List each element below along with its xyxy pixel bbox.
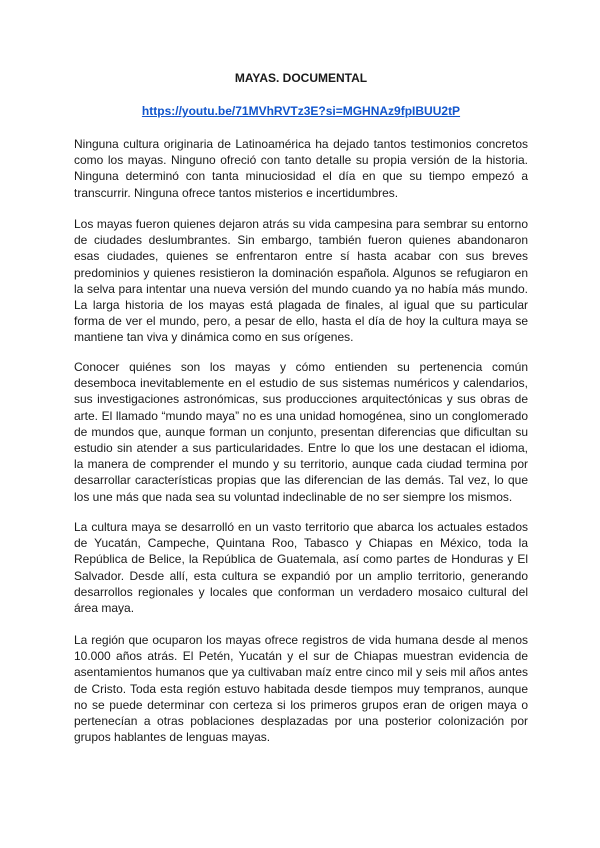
paragraph: La cultura maya se desarrolló en un vasto territorio que abarca los actuales estados de Yucatán, Campeche, Quintana Roo, Tabasco y Chiapas en México, toda la República de Belice, la República de Guatemala, así como partes de Honduras y El Salvador. Desde allí, esta cultura se expandió por un amplio territorio, generando desarrollos regionales y locales que conforman un verdadero mosaico cultural del área maya. (74, 520, 528, 616)
paragraph: La región que ocuparon los mayas ofrece registros de vida humana desde al menos 10.000 años atrás. El Petén, Yucatán y el sur de Chiapas muestran evidencia de asentamientos humanos que ya cultivaban maíz entre cinco mil y seis mil años antes de Cristo. Toda esta región estuvo habitada desde tiempos muy tempranos, aunque no se puede determinar con certeza si los primeros grupos eran de origen maya o pertenecían a otras poblaciones desplazadas por una posterior colonización por grupos hablantes de lenguas mayas. (74, 633, 528, 745)
document-title: MAYAS. DOCUMENTAL (234, 71, 368, 85)
paragraph: Ninguna cultura originaria de Latinoamérica ha dejado tantos testimonios concretos como los mayas. Ninguno ofreció con tanto detalle su propia versión de la historia. Ninguna determinó con tanta minuciosidad el día en que su tiempo empezó a transcurrir. Ninguna ofrece tantos misterios e incertidumbres. (74, 137, 528, 200)
video-link[interactable]: https://youtu.be/71MVhRVTz3E?si=MGHNAz9fpIBUU2tP (141, 104, 461, 118)
paragraph: Los mayas fueron quienes dejaron atrás su vida campesina para sembrar su entorno de ciudades deslumbrantes. Sin embargo, también fueron quienes abandonaron esas ciudades, quienes se enfrentaron entre sí hasta acabar con sus breves predominios y quienes resistieron la dominación española. Algunos se refugiaron en la selva para intentar una nueva versión del mundo cuando ya no había más mundo. La larga historia de los mayas está plagada de finales, al igual que su particular forma de ver el mundo, pero, a pesar de ello, hasta el día de hoy la cultura maya se mantiene tan viva y dinámica como en sus orígenes. (74, 217, 528, 345)
paragraph: Conocer quiénes son los mayas y cómo entienden su pertenencia común desemboca inevitablemente en el estudio de sus sistemas numéricos y calendarios, sus investigaciones astronómicas, sus producciones arquitectónicas y sus obras de arte. El llamado “mundo maya” no es una unidad homogénea, sino un conglomerado de mundos que, aunque forman un conjunto, presentan diferencias que dificultan su estudio sin atender a sus particularidades. Entre lo que los une destacan el idioma, la manera de comprender el mundo y su territorio, aunque cada ciudad termina por desarrollar características propias que las diferencian de las demás. Tal vez, lo que los une más que nada sea su voluntad indeclinable de no ser siempre los mismos. (74, 360, 528, 504)
